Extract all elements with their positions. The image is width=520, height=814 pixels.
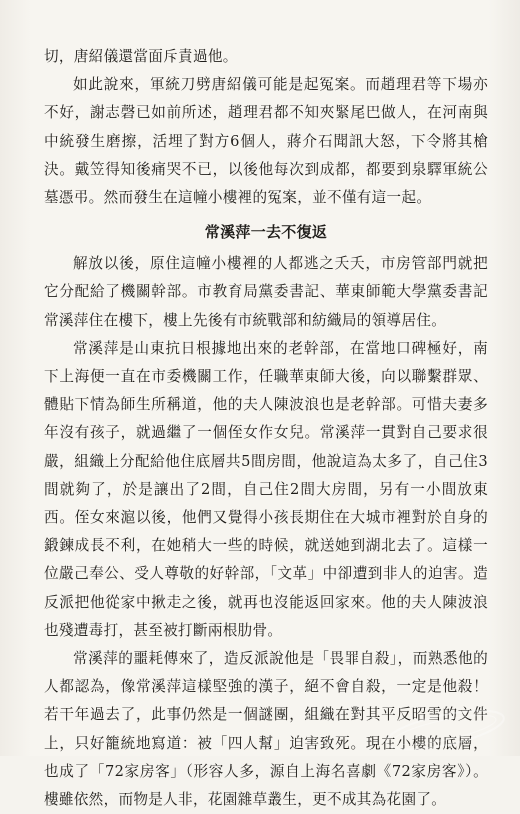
paragraph-5: 常溪萍的噩耗傳來了，造反派說他是「畏罪自殺」，而熟悉他的人都認為，像常溪萍這樣堅強的漢子，絕不會自殺，一定是他殺！若干年過去了，此事仍然是一個謎團，組織在對其平反昭雪的文件上，只好籠統地寫道：被「四人幫」迫害致死。現在小樓的底層，也成了「72家房客」（形容人多，源自上海名喜劇《72家房客》）。樓雖依然，而物是人非，花園雜草叢生，更不成其為花園了。 (44, 650, 488, 809)
paragraph-2: 如此說來，軍統刀劈唐紹儀可能是起冤案。而趙理君等下場亦不好，謝志磬已如前所述，趙理君都不知夾緊尾巴做人，在河南與中統發生磨擦，活埋了對方6個人，蔣介石聞訊大怒，下令將其槍決。戴笠得知後痛哭不已，以後他每次到成都，都要到泉驛軍統公墓憑弔。然而發生在這幢小樓裡的冤案，並不僅有這一起。 (44, 76, 488, 207)
paragraph-4: 常溪萍是山東抗日根據地出來的老幹部，在當地口碑極好，南下上海便一直在市委機關工作，任職華東師大後，向以聯繫群眾、體貼下情為師生所稱道，他的夫人陳波浪也是老幹部。可惜夫妻多年沒有孩子，就過繼了一個侄女作女兒。常溪萍一貫對自己要求很嚴，組織上分配給他住底層共5間房間，他說這為太多了，自己住3間就夠了，於是讓出了2間，自己住2間大房間，另有一小間放東西。侄女來滬以後，他們又覺得小孩長期住在大城市裡對於自身的鍛鍊成長不利，在她稍大一些的時候，就送她到湖北去了。這樣一位嚴己奉公、受人尊敬的好幹部，「文革」中卻遭到非人的迫害。造反派把他從家中揪走之後，就再也沒能返回家來。他的夫人陳波浪也殘遭毒打，甚至被打斷兩根肋骨。 (44, 339, 488, 639)
page-text (44, 43, 488, 814)
paragraph-3: 解放以後，原住這幢小樓裡的人都逃之夭夭，市房管部門就把它分配給了機關幹部。市教育局黨委書記、華東師範大學黨委書記常溪萍住在樓下，樓上先後有市統戰部和紡織局的領導居住。 (44, 255, 488, 329)
section-heading: 常溪萍一去不復返 (204, 223, 328, 242)
paragraph-1: 切，唐紹儀還當面斥責過他。 (44, 48, 238, 65)
